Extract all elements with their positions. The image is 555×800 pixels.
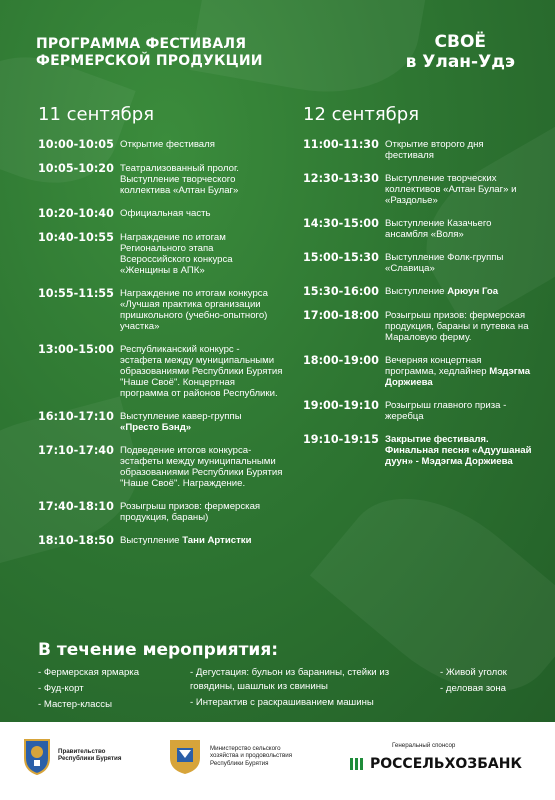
event-time: 10:55-11:55 [38,287,114,300]
ministry-logo [168,736,292,776]
event-text: Республиканский конкурс - эстафета между муниципальными образованиями Республики Бурятия "Наше Своё". Концертная программа от районов Республики. [120,344,283,399]
schedule-row [38,411,283,433]
event-description [385,173,533,206]
event-description [120,445,283,489]
schedule-row [303,252,533,274]
event-text: Выступление творческих коллективов «Алтан Булаг» и «Раздолье» [385,173,517,206]
event-text: Выступление Фолк-группы «Славица» [385,252,504,274]
during-list-col1 [38,666,178,714]
activity-item: - деловая зона [440,683,506,694]
event-text: Награждение по итогам Регионального этапа Всероссийского конкурса «Женщины в АПК» [120,232,233,276]
schedule-row [303,286,533,298]
schedule-row [303,434,533,467]
ministry-emblem-icon [168,736,202,776]
title-line-1: ПРОГРАММА ФЕСТИВАЛЯ [36,36,247,52]
day2-date: 12 сентября [303,104,420,125]
schedule-row [303,218,533,240]
event-time: 10:00-10:05 [38,138,114,151]
event-description [385,286,533,298]
event-description [120,232,283,276]
event-text: Открытие второго дня фестиваля [385,139,484,161]
title-line-2: ФЕРМЕРСКОЙ ПРОДУКЦИИ [36,53,263,69]
event-text: Розыгрыш призов: фермерская продукция, бараны) [120,501,261,523]
schedule-row [38,288,283,332]
activity-item: - Фермерская ярмарка [38,667,140,678]
activity-item: - Мастер-классы [38,699,112,710]
event-time: 18:10-18:50 [38,534,114,547]
activity-item: - Дегустация: бульон из баранины, стейки из говядины, шашлык из свинины [190,667,390,692]
event-text: Выступление кавер-группы [120,411,242,422]
sponsor-block [350,742,522,772]
brand-logo-text [406,32,515,72]
day1-event-list [38,139,283,547]
ministry-line-3: Республики Бурятия [210,759,269,767]
event-time: 10:40-10:55 [38,231,114,244]
event-time: 10:20-10:40 [38,207,114,220]
schedule-row [303,400,533,422]
event-time: 17:00-18:00 [303,309,379,322]
government-logo [22,734,121,776]
event-text: Награждение по итогам конкурса «Лучшая практика организации пришкольного (учебно-опытного) участка» [120,288,268,332]
event-description [120,208,283,220]
event-description [385,310,533,343]
event-text: Театрализованный пролог. Выступление творческого коллектива «Алтан Булаг» [120,163,239,196]
gov-line-2: Республики Бурятия [58,755,122,762]
sponsor-label: Генеральный спонсор [392,742,456,749]
event-description [385,355,533,388]
event-highlight: «Престо Бэнд» [120,422,192,433]
event-highlight: Закрытие фестиваля. Финальная песня «Адуушанай дуун» - Мэдэгма Доржиева [385,434,532,467]
event-text: Официальная часть [120,208,211,219]
event-description [120,501,283,523]
event-time: 18:00-19:00 [303,354,379,367]
event-text: Подведение итогов конкурса-эстафеты между муниципальными образованиями Республики Бурятия "Наше Своё". Награждение. [120,445,283,489]
gov-line-1: Правительство [58,747,106,755]
event-time: 11:00-11:30 [303,138,379,151]
schedule-row [303,310,533,343]
event-text: Вечерняя концертная программа, хедлайнер [385,355,487,377]
event-description [120,288,283,332]
bank-logo-icon [350,756,366,772]
schedule-row [303,355,533,388]
during-list-col3 [440,666,550,698]
sponsors-footer [0,722,555,800]
event-time: 12:30-13:30 [303,172,379,185]
event-description [120,139,283,151]
event-description [120,344,283,399]
activity-item: - Фуд-корт [38,683,84,694]
event-time: 16:10-17:10 [38,410,114,423]
event-time: 17:10-17:40 [38,444,114,457]
event-time: 19:10-19:15 [303,433,379,446]
event-description [120,163,283,196]
day2-schedule [303,104,533,479]
schedule-row [38,163,283,196]
sponsor-name: РОССЕЛЬХОЗБАНК [370,755,522,772]
schedule-row [38,501,283,523]
event-description [385,139,533,161]
ministry-line-2: хозяйства и продовольствия [210,752,293,760]
day1-schedule [38,104,283,559]
event-text: Выступление Казачьего ансамбля «Воля» [385,218,492,240]
event-description [120,411,283,433]
schedule-row [38,445,283,489]
brand-line-2: в Улан-Удэ [405,52,515,72]
event-time: 10:05-10:20 [38,162,114,175]
event-description [120,535,283,547]
festival-title [36,36,296,70]
event-description [385,434,533,467]
schedule-row [303,139,533,161]
schedule-row [38,535,283,547]
event-time: 15:30-16:00 [303,285,379,298]
event-highlight: Арюун Гоа [447,286,499,297]
activity-item: - Интерактив с раскрашиванием машины [190,697,374,708]
event-time: 19:00-19:10 [303,399,379,412]
coat-of-arms-icon [22,734,52,776]
event-description [385,218,533,240]
event-text: Розыгрыш главного приза - жеребца [385,400,507,422]
event-description [385,252,533,274]
day2-event-list [303,139,533,467]
schedule-row [303,173,533,206]
event-text: Выступление [385,286,445,297]
ministry-line-1: Министерство сельского [210,744,281,752]
schedule-row [38,232,283,276]
schedule-row [38,344,283,399]
event-time: 15:00-15:30 [303,251,379,264]
day1-date: 11 сентября [38,104,155,125]
event-time: 14:30-15:00 [303,217,379,230]
event-highlight: Мэдэгма Доржиева [385,366,531,388]
during-list-col2 [190,666,420,712]
schedule-row [38,139,283,151]
event-description [385,400,533,422]
event-highlight: Тани Артистки [182,535,252,546]
event-time: 17:40-18:10 [38,500,114,513]
during-event-title: В течение мероприятия: [38,640,279,660]
event-text: Выступление [120,535,180,546]
brand-line-1: СВОЁ [434,32,487,52]
event-text: Розыгрыш призов: фермерская продукция, бараны и путевка на Мараловую ферму. [385,310,529,343]
schedule-row [38,208,283,220]
activity-item: - Живой уголок [440,667,507,678]
event-text: Открытие фестиваля [120,139,215,150]
event-time: 13:00-15:00 [38,343,114,356]
